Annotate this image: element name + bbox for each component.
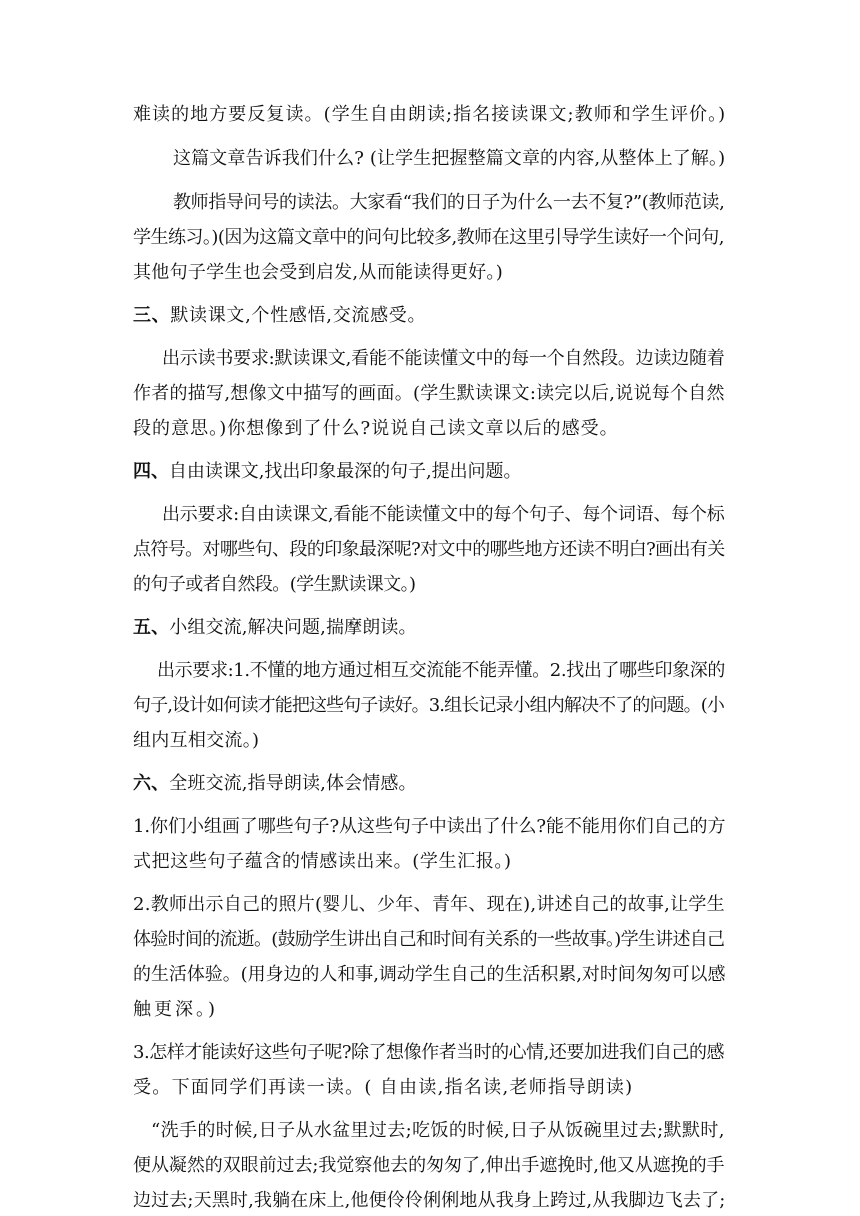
section-heading-3: 三、默读课文,个性感悟,交流感受。 [133, 305, 427, 326]
section-heading-4: 四、自由读课文,找出印象最深的句子,提出问题。 [133, 461, 522, 482]
paragraph-line: 段的意思。)你想像到了什么?说说自己读文章以后的感受。 [133, 418, 619, 439]
paragraph-line: 触更深。) [133, 999, 219, 1020]
paragraph-line: 式把这些句子蕴含的情感读出来。(学生汇报。) [133, 851, 512, 872]
quote-line: 便从凝然的双眼前过去;我觉察他去的匆匆了,伸出手遮挽时,他又从遮挽的手 [133, 1155, 725, 1176]
paragraph-line: 出示读书要求:默读课文,看能不能读懂文中的每一个自然段。边读边随着 [162, 348, 725, 369]
paragraph-line: 学生练习。)(因为这篇文章中的问句比较多,教师在这里引导学生读好一个问句, [133, 227, 724, 248]
paragraph-line: 出示要求:1.不懂的地方通过相互交流能不能弄懂。2.找出了哪些印象深的 [157, 660, 726, 681]
list-item-1: 1.你们小组画了哪些句子?从这些句子中读出了什么?能不能用你们自己的方 [133, 816, 726, 837]
quote-line: “洗手的时候,日子从水盆里过去;吃饭的时候,日子从饭碗里过去;默默时, [151, 1120, 725, 1141]
paragraph-line: 点符号。对哪些句、段的印象最深呢?对文中的哪些地方还读不明白?画出有关 [133, 539, 725, 560]
section-heading-6: 六、全班交流,指导朗读,体会情感。 [133, 773, 417, 794]
list-item-2: 2.教师出示自己的照片(婴儿、少年、青年、现在),讲述自己的故事,让学生 [133, 894, 725, 915]
paragraph-line: 作者的描写,想像文中描写的画面。(学生默读课文:读完以后,说说每个自然 [133, 383, 725, 404]
quote-line: 边过去;天黑时,我躺在床上,他便伶伶俐俐地从我身上跨过,从我脚边飞去了; [133, 1190, 726, 1211]
paragraph-line: 难读的地方要反复读。(学生自由朗读;指名接读课文;教师和学生评价。) [133, 104, 727, 125]
paragraph-line: 组内互相交流。) [133, 730, 260, 751]
paragraph-line: 其他句子学生也会受到启发,从而能读得更好。) [133, 262, 504, 283]
paragraph-line: 体验时间的流逝。(鼓励学生讲出自己和时间有关系的一些故事。)学生讲述自己 [133, 929, 725, 950]
paragraph-line: 教师指导问号的读法。大家看“我们的日子为什么一去不复?”(教师范读, [173, 192, 725, 213]
paragraph-line: 出示要求:自由读课文,看能不能读懂文中的每个句子、每个词语、每个标 [162, 504, 725, 525]
list-item-3: 3.怎样才能读好这些句子呢?除了想像作者当时的心情,还要加进我们自己的感 [133, 1042, 725, 1063]
paragraph-line: 的生活体验。(用身边的人和事,调动学生自己的生活积累,对时间匆匆可以感 [133, 964, 726, 985]
section-heading-5: 五、小组交流,解决问题,揣摩朗读。 [133, 617, 417, 638]
paragraph-line: 句子,设计如何读才能把这些句子读好。3.组长记录小组内解决不了的问题。(小 [133, 695, 725, 716]
paragraph-line: 这篇文章告诉我们什么? (让学生把握整篇文章的内容,从整体上了解。) [173, 148, 726, 169]
paragraph-line: 的句子或者自然段。(学生默读课文。) [133, 574, 416, 595]
paragraph-line: 受。下面同学们再读一读。( 自由读,指名读,老师指导朗读) [133, 1077, 634, 1098]
